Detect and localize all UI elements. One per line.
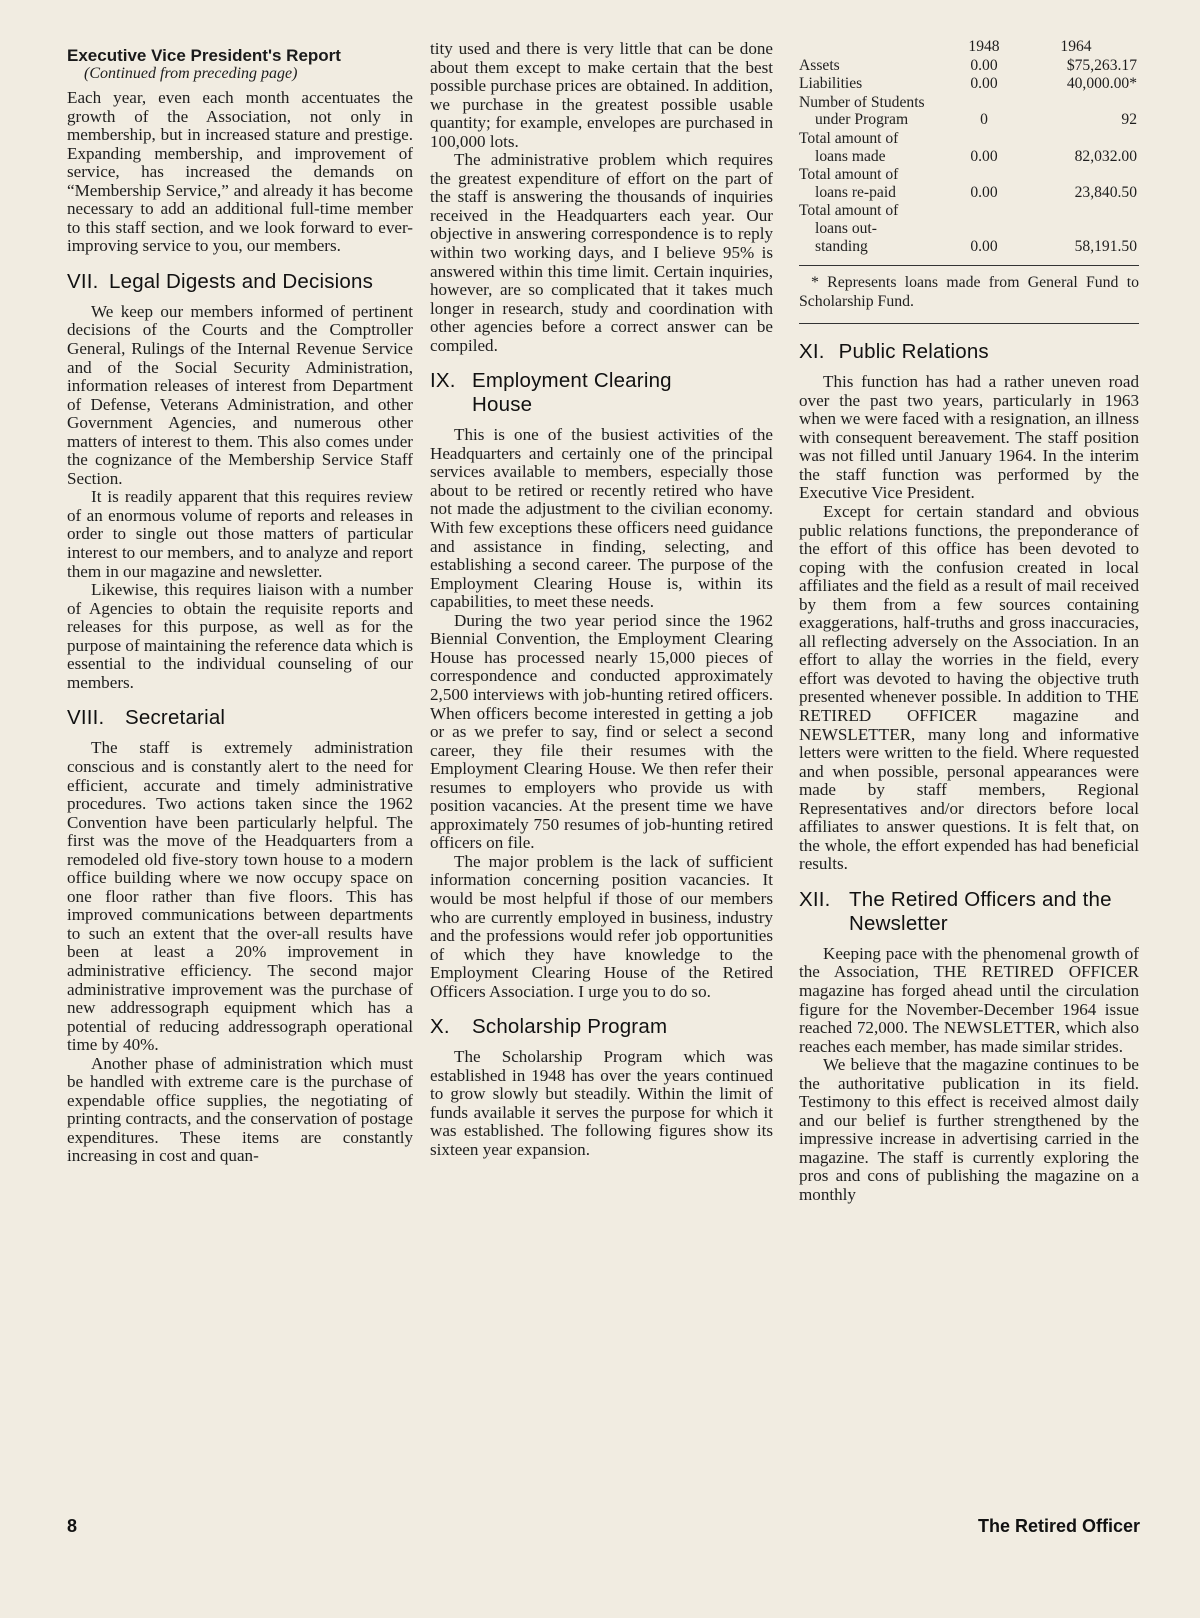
section-heading-public-relations [799,340,1139,364]
section-heading-secretarial [67,706,413,730]
value-1948: 0 [980,111,988,129]
paragraph: We keep our members informed of pertinent decisions of the Courts and the Comptroller General, Rulings of the Internal Revenue Service and of the Social Security Administration, information releases of interest from Department of Defense, Veterans Administration, and other Government Agencies, and numerous other matters of interest to them. This also comes under the cognizance of the Membership Service Staff Section. [67,301,413,488]
table-row [799,129,1139,148]
section-heading-scholarship [430,1015,773,1039]
section-title: Employment Clearing House [472,369,672,417]
paragraph: Keeping pace with the phenomenal growth of the Association, THE RETIRED OFFICER magazine has forged ahead until the circulation figure for the November-December 1964 issue reached 72,000. The NEWSLETTER, which also reaches each member, has made similar strides. [799,943,1139,1056]
table-row [799,93,1139,112]
table-row [799,111,1139,129]
paragraph: The administrative problem which requires the greatest expenditure of effort on the part of the staff is answering the thousands of inquiries received in the Headquarters each year. Our objective in answering correspondence is to reply within two working days, and I believe 95% is answered within this time limit. Certain inquiries, however, are so complicated that it takes much longer in research, study and coordination with other agencies before a correct answer can be compiled. [430,150,773,355]
table-header-1948: 1948 [968,38,1000,55]
table-header-1964: 1964 [1060,38,1092,55]
paragraph: The staff is extremely administration conscious and is constantly alert to the need for efficient, accurate and timely administrative procedures. Two actions taken since the 1962 Convention have been particularly helpful. The first was the move of the Headquarters from a remodeled old five-story town house to a modern office building where we now occupy space on one floor rather than five floors. This has improved communications between departments to such an extent that the over-all results have been at least a 20% improvement in administrative efficiency. The second major administrative improvement was the purchase of new addressograph equipment which has a potential of reducing addressograph operational time by 40%. [67,738,413,1055]
section-title: Public Relations [838,340,989,364]
section-heading-retired-officer [799,888,1139,936]
table-row [799,201,1139,220]
page-number: 8 [67,1516,78,1536]
value-1948: 0.00 [970,147,998,165]
row-label-line1: Total amount of [799,166,899,184]
paragraph: Likewise, this requires liaison with a number of Agencies to obtain the requisite reports and releases for this purpose, as well as for the purpose of maintaining the reference data which is essential to the individual counseling of our members. [67,580,414,692]
paragraph: We believe that the magazine continues to be the authoritative publication in its field. Testimony to this effect is received almost daily and our belief is further strengthened by the impressive increase in advertising carried in the magazine. The staff is currently exploring the pros and cons of publishing the magazine on a monthly [799,1055,1139,1204]
row-label-line2: under Program [815,111,909,129]
table-row [799,74,1139,93]
section-number: VII. [67,269,99,293]
report-title: Executive Vice President's Report [67,46,341,65]
publication-name: The Retired Officer [977,1516,1140,1536]
row-label-line2: loans out- [815,219,877,237]
row-label-line1: Total amount of [799,202,899,220]
section-number: XII. [799,887,831,911]
section-heading-legal-digests [67,270,413,294]
paragraph: The major problem is the lack of sufficient information concerning position vacancies. It would be most helpful if those of our members who are currently employed in business, industry and the professions would refer job opportunities of which they have knowledge to the Employment Clearing House of the Retired Officers Association. I urge you to do so. [430,851,773,1001]
divider [799,323,1139,324]
paragraph: During the two year period since the 1962 Biennial Convention, the Employment Clearing House has processed nearly 15,000 pieces of correspondence and conducted approximately 2,500 interviews with job-hunting retired officers. When officers become interested in getting a job or as we prefer to say, find or select a second career, they file their resumes with the Employment Clearing House. We then refer their resumes to employers who provide us with position vacancies. At the present time we have approximately 750 resumes of job-hunting retired officers on file. [430,610,773,853]
row-label: Assets [799,56,840,74]
value-1964: $75,263.17 [1066,56,1137,74]
value-1948: 0.00 [970,56,998,74]
section-number: IX. [430,369,456,393]
section-number: VIII. [67,706,105,730]
table-row [799,148,1139,166]
row-label-line2: loans made [815,147,886,165]
paragraph: Except for certain standard and obvious public relations functions, the preponderance of the effort of this office has been devoted to coping with the confusion created in local affiliates and the field as a result of mail received by them from a few sources containing exaggerations, half-truths and gross inaccuracies, all reflecting adversely on the Association. In an effort to allay the worries in the field, every effort was devoted to having the objective truth presented whenever possible. In addition to THE RETIRED OFFICER magazine and NEWSLETTER, many long and informative letters were written to the field. Where requested and when possible, personal appearances were made by staff members, Regional Representatives and/or directors before local affiliates to answer questions. It is felt that, on the whole, the effort expended has had beneficial results. [799,501,1139,874]
divider [799,265,1139,266]
column-left [67,40,413,1166]
row-label-line3: standing [815,237,868,255]
row-label-line1: Total amount of [799,129,899,147]
value-1964: 23,840.50 [1074,183,1137,201]
row-label: Liabilities [799,75,863,93]
paragraph: This is one of the busiest activities of the Headquarters and certainly one of the principal services available to members, especially those about to be retired or recently retired who have not made the adjustment to the civilian economy. With few exceptions these officers need guidance and assistance in finding, selecting, and establishing a second career. The purpose of the Employment Clearing House is, within its capabilities, to meet these needs. [430,425,773,612]
table-row [799,56,1139,75]
column-right [799,38,1139,1205]
section-number: X. [430,1015,450,1039]
value-1964: 40,000.00* [1066,75,1137,93]
value-1948: 0.00 [970,75,998,93]
table-row [799,220,1139,238]
section-title: The Retired Officers and the Newsletter [849,887,1112,935]
section-number: XI. [799,340,825,364]
paragraph: It is readily apparent that this requires review of an enormous volume of reports and releases in order to single out those matters of particular interest to our members, and to analyze and report them in our magazine and newsletter. [67,487,413,581]
paragraph: This function has had a rather uneven road over the past two years, particularly in 1963 when we were faced with a resignation, an illness with consequent bereavement. The staff position was not filled until January 1964. In the interim the staff function was performed by the Executive Vice President. [799,372,1139,503]
scholarship-table [799,38,1139,255]
paragraph: The Scholarship Program which was established in 1948 has over the years continued to grow slowly but steadily. Within the limit of funds available it serves the purpose for which it was established. The following figures show its sixteen year expansion. [430,1047,773,1159]
row-label-line1: Number of Students [799,93,925,111]
value-1964: 82,032.00 [1074,147,1137,165]
row-label-line2: loans re-paid [815,183,896,201]
table-footnote: * Represents loans made from General Fund to Scholarship Fund. [799,274,1139,310]
report-subtitle: (Continued from preceding page) [84,65,298,82]
section-title: Legal Digests and Decisions [109,269,374,293]
table-row [799,184,1139,202]
section-heading-employment [430,369,773,417]
column-middle [430,40,773,1160]
section-title: Scholarship Program [472,1015,668,1039]
paragraph-continued: tity used and there is very little that can be done about them except to make certain that the best possible purchase prices are obtained. In addition, we purchase in the greatest possible usable quantity; for example, envelopes are purchased in 100,000 lots. [430,39,773,151]
value-1964: 92 [1121,111,1137,129]
value-1948: 0.00 [970,183,998,201]
intro-paragraph: Each year, even each month accentuates the growth of the Association, not only in membership, but in increased stature and prestige. Expanding membership, and improvement of service, has increased the demands on “Membership Service,” and already it has become necessary to add an additional full-time member to this staff section, and we look forward to ever-improving service to you, our members. [67,88,413,256]
section-title: Secretarial [125,706,226,730]
value-1948: 0.00 [970,237,998,255]
table-row [799,165,1139,184]
table-row [799,238,1139,256]
paragraph: Another phase of administration which must be handled with extreme care is the purchase of expendable office supplies, the negotiating of printing contracts, and the conservation of postage expenditures. These items are constantly increasing in cost and quan- [67,1053,413,1166]
value-1964: 58,191.50 [1074,237,1137,255]
